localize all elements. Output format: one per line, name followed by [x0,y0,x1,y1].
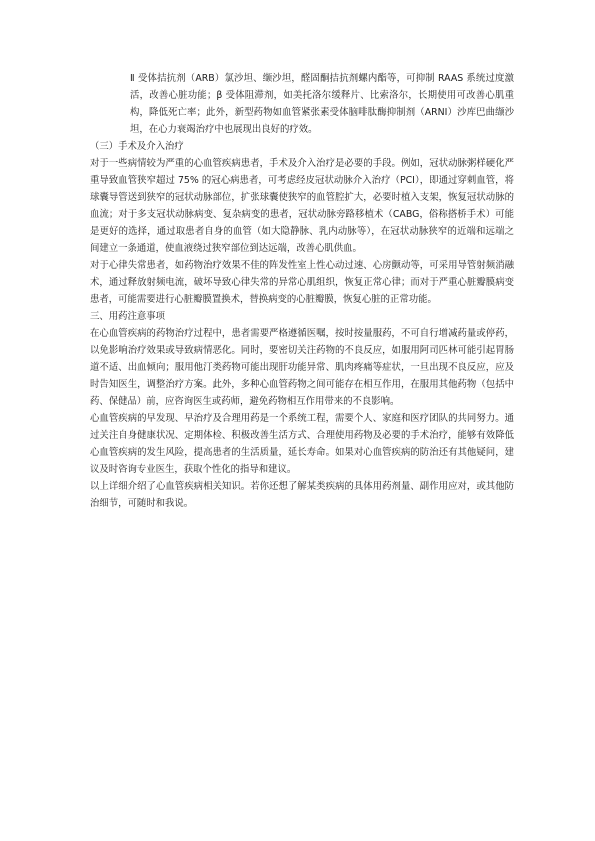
heading-medication-precautions: 三、用药注意事项 [90,311,166,322]
paragraph-arb-drugs: Ⅱ 受体拮抗剂（ARB）氯沙坦、缬沙坦，醛固酮拮抗剂螺内酯等，可抑制 RAAS 系统过度激活，改善心脏功能；β 受体阻滞剂，如美托洛尔缓释片、比索洛尔，长期使用可改善心肌重构，降低死亡率；此外，新型药物如血管紧张素受体脑啡肽酶抑制剂（ARNI）沙库巴曲缬沙坦，在心力衰竭治疗中也展现出良好的疗效。 [130,73,514,135]
heading-surgery-intervention: （三）手术及介入治疗 [90,141,184,152]
paragraph-surgery-arrhythmia-valve: 对于心律失常患者，如药物治疗效果不佳的阵发性室上性心动过速、心房颤动等，可采用导管射频消融术，通过释放射频电流，破坏导致心律失常的异常心肌组织，恢复正常心律；而对于严重心脏瓣膜病变患者，可能需要进行心脏瓣膜置换术，替换病变的心脏瓣膜，恢复心脏的正常功能。 [90,260,514,305]
document-body [90,70,514,512]
paragraph-precautions-system-engineering: 心血管疾病的早发现、早治疗及合理用药是一个系统工程，需要个人、家庭和医疗团队的共同努力。通过关注自身健康状况、定期体检、积极改善生活方式、合理使用药物及必要的手术治疗，能够有效降低心血管疾病的发生风险，提高患者的生活质量，延长寿命。如果对心血管疾病的防治还有其他疑问，建议及时咨询专业医生，获取个性化的指导和建议。 [90,413,514,475]
paragraph-surgery-pci-cabg: 对于一些病情较为严重的心血管疾病患者，手术及介入治疗是必要的手段。例如，冠状动脉粥样硬化严重导致血管狭窄超过 75% 的冠心病患者，可考虑经皮冠状动脉介入治疗（PCI），即通过穿刺血管，将球囊导管送到狭窄的冠状动脉部位，扩张球囊使狭窄的血管腔扩大，必要时植入支架，恢复冠状动脉的血流；对于多支冠状动脉病变、复杂病变的患者，冠状动脉旁路移植术（CABG，俗称搭桥手术）可能是更好的选择，通过取患者自身的血管（如大隐静脉、乳内动脉等），在冠状动脉狭窄的近端和远端之间建立一条通道，使血液绕过狭窄部位到达远端，改善心肌供血。 [90,158,514,254]
paragraph-precautions-adverse-effects: 在心血管疾病的药物治疗过程中，患者需要严格遵循医嘱，按时按量服药，不可自行增减药量或停药，以免影响治疗效果或导致病情恶化。同时，要密切关注药物的不良反应，如服用阿司匹林可能引起胃肠道不适、出血倾向；服用他汀类药物可能出现肝功能异常、肌肉疼痛等症状，一旦出现不良反应，应及时告知医生，调整治疗方案。此外，多种心血管药物之间可能存在相互作用，在服用其他药物（包括中药、保健品）前，应咨询医生或药师，避免药物相互作用带来的不良影响。 [90,328,514,407]
paragraph-closing-note: 以上详细介绍了心血管疾病相关知识。若你还想了解某类疾病的具体用药剂量、副作用应对，或其他防治细节，可随时和我说。 [90,481,514,509]
